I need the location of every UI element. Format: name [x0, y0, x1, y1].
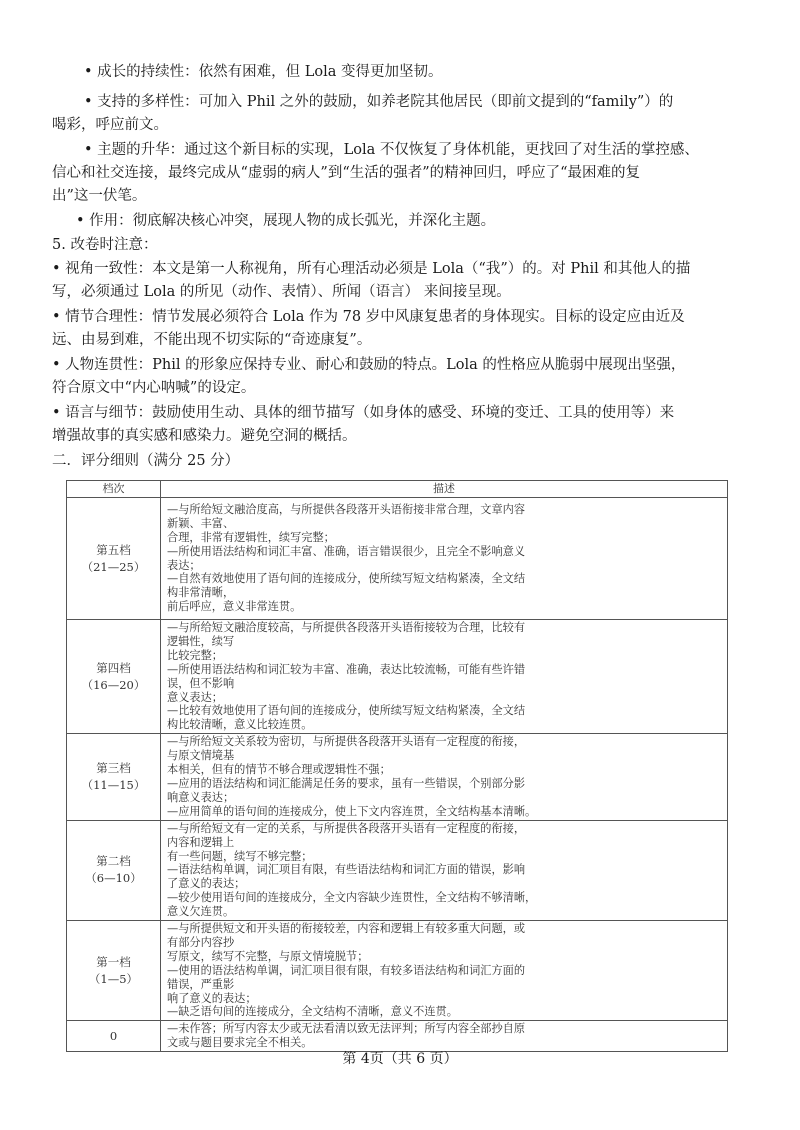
desc-line: 有部分内容抄: [167, 935, 235, 949]
desc-line: 意义欠连贯。: [167, 905, 235, 919]
desc-line: —与所给短文融洽度较高，与所提供各段落开头语衔接较为合理，比较有: [167, 621, 526, 634]
bullet-growth: • 成长的持续性：依然有困难，但 Lola 变得更加坚韧。: [84, 64, 443, 80]
description-cell: [161, 734, 728, 820]
desc-line: 响意义表达；: [167, 790, 235, 804]
table-row-tier-2: [67, 820, 728, 920]
header-description: 描述: [161, 481, 728, 498]
desc-line: —应用的语法结构和词汇能满足任务的要求，虽有一些错误，个别部分影: [167, 776, 526, 790]
tier-name: 0: [109, 1028, 118, 1043]
desc-line: 逻辑性，续写: [167, 634, 235, 648]
tier-cell: [67, 820, 161, 920]
bullet-theme: • 主题的升华：通过这个新目标的实现，Lola 不仅恢复了身体机能，更找回了对生活的掌控感、: [84, 142, 699, 158]
description-cell: [161, 921, 728, 1021]
table-header-row: [67, 481, 728, 498]
desc-line: —与所给短文融洽度高，与所提供各段落开头语衔接非常合理，文章内容: [167, 502, 526, 516]
desc-line: 响了意义的表达；: [167, 991, 257, 1005]
bullet-support-cont: 喝彩，呼应前文。: [52, 117, 168, 133]
note-perspective: • 视角一致性：本文是第一人称视角，所有心理活动必须是 Lola（“我”）的。对 Phil 和其他人的描: [52, 261, 691, 277]
desc-line: —自然有效地使用了语句间的连接成分，使所续写短文结构紧凑，全文结: [167, 572, 526, 586]
table-row-tier-5: [67, 498, 728, 620]
desc-line: 与原文情境基: [167, 749, 235, 763]
desc-line: 意义表达；: [167, 690, 223, 704]
desc-line: —未作答；所写内容太少或无法看清以致无法评判；所写内容全部抄自原: [167, 1022, 526, 1036]
desc-line: 比较完整；: [167, 648, 223, 662]
note-plot-cont: 远、由易到难，不能出现不切实际的“奇迹康复”。: [52, 332, 372, 348]
tier-cell: [67, 620, 161, 734]
section-scoring-heading: 二．评分细则（满分 25 分）: [52, 453, 240, 469]
tier-name: 第五档: [96, 542, 131, 557]
desc-line: 新颖、丰富、: [167, 516, 235, 530]
desc-line: —使用的语法结构单调，词汇项目很有限，有较多语法结构和词汇方面的: [167, 963, 526, 977]
bullet-support: • 支持的多样性：可加入 Phil 之外的鼓励，如养老院其他居民（即前文提到的“family”）的: [84, 94, 674, 110]
note-language: • 语言与细节：鼓励使用生动、具体的细节描写（如身体的感受、环境的变迁、工具的使用等）来: [52, 405, 675, 421]
tier-range: （11—15）: [81, 777, 146, 792]
note-perspective-cont: 写，必须通过 Lola 的所见（动作、表情）、所闻（语言） 来间接呈现。: [52, 284, 511, 300]
bullet-effect: • 作用：彻底解决核心冲突，展现人物的成长弧光，并深化主题。: [76, 213, 496, 229]
desc-line: —缺乏语句间的连接成分，全文结构不清晰，意义不连贯。: [167, 1005, 458, 1019]
desc-line: 文或与题目要求完全不相关。: [167, 1036, 313, 1050]
table-row-tier-1: [67, 921, 728, 1021]
bullet-theme-cont-2: 出”这一伏笔。: [52, 188, 147, 204]
desc-line: 表达；: [167, 558, 201, 572]
heading-grading-notes: 5. 改卷时注意：: [52, 237, 158, 253]
desc-line: —所使用语法结构和词汇丰富、准确，语言错误很少，且完全不影响意义: [167, 544, 526, 558]
desc-line: 了意义的表达；: [167, 877, 246, 891]
description-cell: [161, 620, 728, 734]
tier-name: 第二档: [96, 854, 131, 869]
description-cell: [161, 820, 728, 920]
table-row-tier-3: [67, 734, 728, 820]
table-row-tier-4: [67, 620, 728, 734]
desc-line: —较少使用语句间的连接成分，全文内容缺少连贯性，全文结构不够清晰，: [167, 891, 537, 905]
desc-line: —比较有效地使用了语句间的连接成分，使所续写短文结构紧凑，全文结: [167, 704, 526, 718]
desc-line: —语法结构单调，词汇项目有限，有些语法结构和词汇方面的错误，影响: [167, 863, 526, 877]
desc-line: 错误，严重影: [167, 977, 235, 991]
desc-line: —与所提供短文和开头语的衔接较差，内容和逻辑上有较多重大问题，或: [167, 922, 526, 936]
tier-range: （1—5）: [88, 971, 139, 986]
desc-line: —与所给短文关系较为密切，与所提供各段落开头语有一定程度的衔接，: [167, 735, 526, 749]
desc-line: 本相关，但有的情节不够合理或逻辑性不强；: [167, 763, 391, 777]
desc-line: 写原文，续写不完整，与原文情境脱节；: [167, 949, 369, 963]
description-cell: [161, 498, 728, 620]
desc-line: 内容和逻辑上: [167, 835, 235, 849]
scoring-rubric-table: [66, 480, 728, 1052]
desc-line: 构非常清晰，: [167, 586, 235, 600]
tier-range: （21—25）: [81, 559, 146, 574]
tier-name: 第一档: [96, 954, 131, 969]
note-character-cont: 符合原文中“内心呐喊”的设定。: [52, 380, 256, 396]
note-language-cont: 增强故事的真实感和感染力。避免空洞的概括。: [52, 428, 357, 444]
note-plot: • 情节合理性：情节发展必须符合 Lola 作为 78 岁中风康复患者的身体现实。目标的设定应由近及: [52, 309, 685, 325]
bullet-theme-cont-1: 信心和社交连接，最终完成从“虚弱的病人”到“生活的强者”的精神回归，呼应了“最困难的复: [52, 165, 641, 181]
desc-line: 有一些问题，续写不够完整；: [167, 849, 313, 863]
tier-range: （6—10）: [85, 871, 142, 886]
desc-line: 合理，非常有逻辑性，续写完整；: [167, 530, 335, 544]
desc-line: —与所给短文有一定的关系，与所提供各段落开头语有一定程度的衔接，: [167, 821, 526, 835]
desc-line: 误，但不影响: [167, 676, 235, 690]
note-character: • 人物连贯性：Phil 的形象应保持专业、耐心和鼓励的特点。Lola 的性格应从脆弱中展现出坚强，: [52, 357, 686, 373]
tier-cell: [67, 734, 161, 820]
tier-name: 第四档: [96, 660, 131, 675]
desc-line: —应用简单的语句间的连接成分，使上下文内容连贯，全文结构基本清晰。: [167, 804, 537, 818]
page-number-footer: 第 4页（共 6 页）: [342, 1051, 458, 1067]
tier-cell: [67, 921, 161, 1021]
desc-line: 前后呼应，意义非常连贯。: [167, 600, 302, 614]
desc-line: —所使用语法结构和词汇较为丰富、准确，表达比较流畅，可能有些许错: [167, 662, 526, 676]
header-tier: 档次: [67, 481, 161, 498]
tier-cell: [67, 498, 161, 620]
tier-name: 第三档: [96, 760, 131, 775]
tier-range: （16—20）: [81, 677, 146, 692]
desc-line: 构比较清晰，意义比较连贯。: [167, 718, 313, 732]
